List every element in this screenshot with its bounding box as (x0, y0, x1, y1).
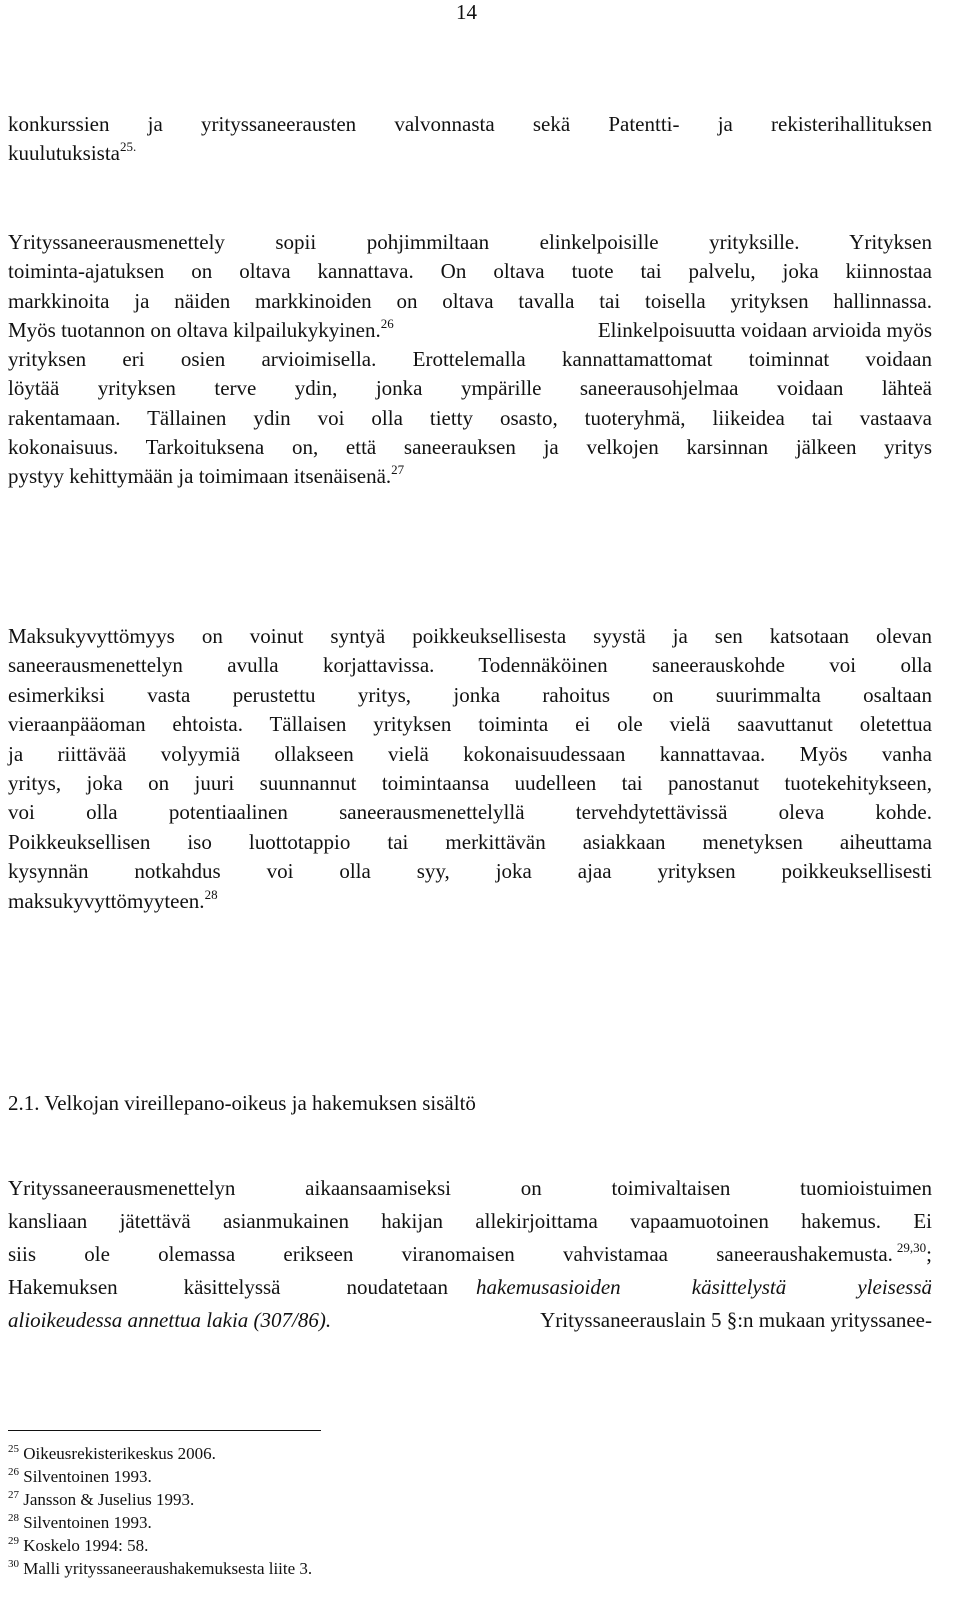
text-line: kuulutuksista$^{25.}$ (8, 139, 137, 165)
footnote-ref: 26 (380, 315, 394, 331)
text-line: vieraanpääoman ehtoista. Tällaisen yrityksen toiminta ei ole vielä saavuttanut oletettua (8, 712, 932, 737)
footnote-separator (8, 1430, 321, 1431)
text-line: esimerkiksi vasta perustettu yritys, jonka rahoitus on suurimmalta osaltaan (8, 682, 932, 707)
footnote: $^{30}$ Malli yrityssaneeraushakemuksesta liite 3. (8, 1558, 313, 1578)
text-line: rakentamaan. Tällainen ydin voi olla tietty osasto, tuoteryhmä, liikeidea tai vastaava (8, 405, 932, 430)
footnote: $^{28}$ Silventoinen 1993. (8, 1512, 152, 1532)
text-line: konkurssien ja yrityssaneerausten valvonnasta sekä Patentti- ja rekisterihallituksen (8, 112, 932, 136)
text-line: Yrityssaneerausmenettelyn aikaansaamiseksi on toimivaltaisen tuomioistuimen (8, 1176, 932, 1200)
text-line: Myös tuotannon on oltava kilpailukykyinen.$^{26}$ Elinkelpoisuutta voidaan arvioida myös (8, 315, 932, 342)
section-heading: 2.1. Velkojan vireillepano-oikeus ja hakemuksen sisältö (8, 1091, 476, 1115)
text-line: yritys, joka on juuri suunnannut toimintaansa uudelleen tai panostanut tuotekehitykseen, (8, 771, 932, 796)
text-line: pystyy kehittymään ja toimimaan itsenäisenä.$^{27}$ (8, 462, 405, 489)
text-line: siis ole olemassa erikseen viranomaisen vahvistamaa saneeraushakemusta. $^{29,30}$; (8, 1240, 932, 1266)
paragraph-3 (8, 622, 932, 916)
text-line: voi olla potentiaalinen saneerausmenettelyllä tervehdytettävissä oleva kohde. (8, 800, 932, 825)
text-line: markkinoita ja näiden markkinoiden on oltava tavalla tai toisella yrityksen hallinnassa. (8, 288, 932, 313)
text-line: kansliaan jätettävä asianmukainen hakijan allekirjoittama vapaamuotoinen hakemus. Ei (8, 1209, 932, 1233)
paragraph-2 (8, 228, 932, 492)
text-line: ja riittävää volyymiä ollakseen vielä kokonaisuudessaan kannattavaa. Myös vanha (8, 741, 932, 766)
text-line: Poikkeuksellisen iso luottotappio tai merkittävän asiakkaan menetyksen aiheuttama (8, 829, 932, 854)
footnote: $^{26}$ Silventoinen 1993. (8, 1466, 152, 1486)
text-line: kysynnän notkahdus voi olla syy, joka ajaa yrityksen poikkeuksellisesti (8, 859, 932, 884)
text-line: maksukyvyttömyyteen.$^{28}$ (8, 886, 218, 913)
text-line: Yrityssaneerausmenettely sopii pohjimmiltaan elinkelpoisille yrityksille. Yrityksen (8, 230, 932, 254)
footnote-ref: 25. (120, 139, 137, 154)
text-line: Maksukyvyttömyys on voinut syntyä poikkeuksellisesta syystä ja sen katsotaan olevan (8, 624, 932, 648)
footnote-ref: 28 (204, 886, 218, 902)
text-line: löytää yrityksen terve ydin, jonka ympärille saneerausohjelmaa voidaan lähteä (8, 376, 932, 401)
text-line: toiminta-ajatuksen on oltava kannattava. On oltava tuote tai palvelu, joka kiinnostaa (8, 259, 932, 284)
footnote: $^{25}$ Oikeusrekisterikeskus 2006. (8, 1443, 216, 1463)
text-line: kokonaisuus. Tarkoituksena on, että saneerauksen ja velkojen karsinnan jälkeen yritys (8, 435, 932, 460)
footnote-ref: 27 (391, 462, 405, 478)
footnote-ref: 29,30 (896, 1240, 927, 1255)
text-line: yrityksen eri osien arvioimisella. Erottelemalla kannattamattomat toiminnat voidaan (8, 347, 932, 372)
text-line: Hakemuksen käsittelyssä noudatetaan hakemusasioiden käsittelystä yleisessä (8, 1275, 932, 1299)
text-line: alioikeudessa annettua lakia (307/86). Yrityssaneerauslain 5 §:n mukaan yrityssanee- (8, 1308, 932, 1332)
footnote: $^{29}$ Koskelo 1994: 58. (8, 1535, 149, 1555)
page-number: 14 (456, 0, 477, 24)
text-line: saneerausmenettelyn avulla korjattavissa. Todennäköinen saneerauskohde voi olla (8, 653, 932, 678)
paragraph-1 (8, 110, 932, 168)
footnotes (8, 1442, 312, 1580)
footnote: $^{27}$ Jansson & Juselius 1993. (8, 1489, 195, 1509)
paragraph-4 (8, 1172, 932, 1337)
